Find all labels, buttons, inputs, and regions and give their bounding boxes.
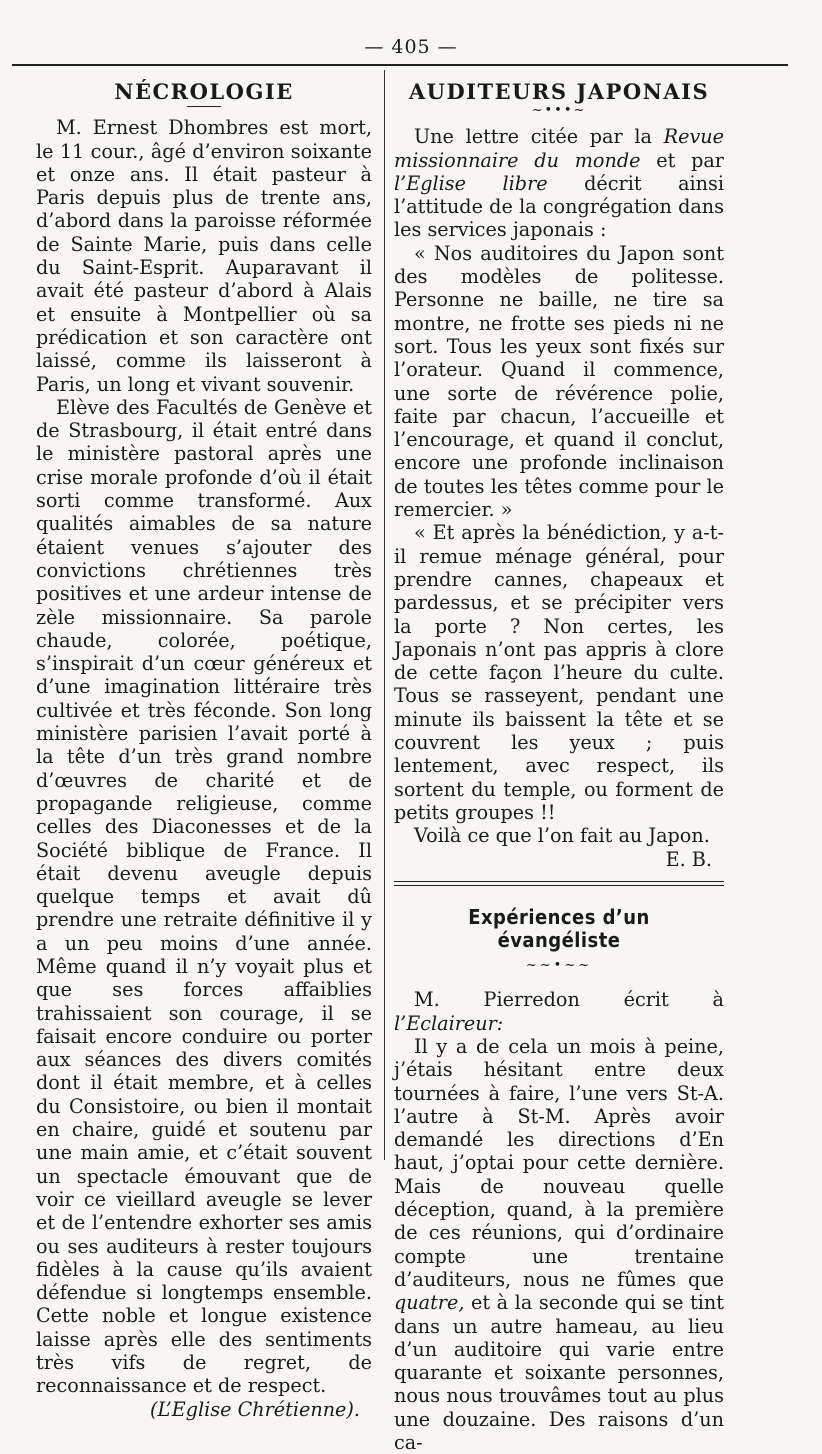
right-column (394, 80, 724, 1454)
necrologie-paragraph-1: M. Ernest Dhombres est mort, le 11 cour., âgé d’environ soixante et onze ans. Il était pasteur à Paris depuis plus de trente ans, d’abord dans la paroisse réformée de Sainte Marie, puis dans celle du Saint-Esprit. Auparavant il avait été pasteur d’abord à Alais et ensuite à Montpellier où sa prédication et son caractère ont laissé, comme ils laisseront à Paris, un long et vivant souvenir. (36, 116, 372, 396)
evangeliste-heading: Expériences d’un évangéliste (468, 904, 650, 953)
column-divider (384, 70, 385, 1160)
evangeliste-paragraph (394, 1035, 724, 1454)
heading-ornament: ~•••~ (531, 103, 587, 119)
heading-rule (187, 106, 221, 107)
evangeliste-intro (394, 988, 724, 1035)
page-number: — 405 — (364, 36, 458, 58)
japonais-signature: E. B. (665, 847, 712, 871)
intro-text: Une lettre citée par la (414, 125, 664, 149)
japonais-heading: AUDITEURS JAPONAIS (408, 79, 710, 104)
intro-text: M. Pierredon écrit à (414, 988, 724, 1012)
quatre-italic: quatre, (394, 1291, 465, 1315)
paragraph-text: Il y a de cela un mois à peine, j’étais hésitant entre deux tournées à faire, l’une vers St-A. l’autre à St-M. Après avoir demandé les directions d’En haut, j’optai pour cette dernière. Mais de nouveau quelle déception, quand, à la première de ces réunions, qui d’ordinaire compte une trentaine d’auditeurs, nous ne fûmes que (394, 1034, 724, 1291)
japonais-quote-2: « Et après la bénédiction, y a-t-il remue ménage général, pour prendre cannes, chapeaux et pardessus, et se précipiter vers la porte ? Non certes, les Japonais n’ont pas appris à clore de cette façon l’heure du culte. Tous se rasseyent, pendant une minute ils baissent la tête et se couvrent les yeux ; puis lentement, avec respect, ils sortent du temple, ou forment de petits groupes !! (394, 521, 724, 824)
eclaireur-title: l’Eclaireur: (394, 1011, 504, 1035)
necrologie-source: (L’Eglise Chrétienne). (149, 1397, 360, 1421)
paragraph-text: et à la seconde qui se tint dans un autre hameau, au lieu d’un auditoire qui varie entre quarante et soixante personnes, nous nous trouvâmes tout au plus une douzaine. Des raisons d’un ca- (394, 1291, 724, 1454)
intro-text: et par (640, 148, 724, 172)
japonais-intro (394, 125, 724, 241)
necrologie-paragraph-2: Elève des Facultés de Genève et de Strasbourg, il était entré dans le ministère pastoral après une crise morale profonde d’où il était sorti comme transformé. Aux qualités aimables de sa nature étaient venues s’ajouter des convictions chrétiennes très positives et une ardeur intense de zèle missionnaire. Sa parole chaude, colorée, poétique, s’inspirait d’un cœur généreux et d’une imagination littéraire très cultivée et très féconde. Son long ministère parisien l’avait porté à la tête d’un très grand nombre d’œuvres de charité et de propagande religieuse, comme celles des Diaconesses et de la Société biblique de France. Il était devenu aveugle depuis quelque temps et avait dû prendre une retraite définitive il y a un peu moins d’une année. Même quand il n’y voyait plus et que ses forces affaiblies trahissaient son courage, il se faisait encore conduire ou porter aux séances des divers comités dont il était membre, et à celles du Consistoire, ou bien il montait en chaire, guidé et soutenu par une main amie, et c’était souvent un spectacle émouvant que de voir ce vieillard aveugle se lever et de l’entendre exhorter ses amis ou ses auditeurs à rester toujours fidèles à la cause qu’ils avaient défendue si longtemps ensemble. Cette noble et longue existence laisse après elle des sentiments très vifs de regret, de reconnaissance et de respect. (36, 395, 372, 1398)
section-double-rule (394, 881, 724, 886)
intro-revue-title: Revue missionnaire du monde (394, 125, 724, 172)
intro-text: décrit ainsi l’attitude de la congrégation dans les services japonais : (394, 171, 724, 242)
evangeliste-ornament: ~~•~~ (525, 958, 593, 974)
necrologie-heading: NÉCROLOGIE (114, 79, 294, 104)
japonais-quote-1: « Nos auditoires du Japon sont des modèles de politesse. Personne ne baille, ne tire sa montre, ne frotte ses pieds ni ne sort. Tous les yeux sont fixés sur l’orateur. Quand il commence, une sorte de révérence polie, faite par chacun, l’accueille et l’encourage, et quand il conclut, encore une profonde inclinaison de toutes les têtes comme pour le remercier. » (394, 241, 724, 522)
japonais-closing: Voilà ce que l’on fait au Japon. (414, 824, 710, 848)
top-rule (12, 64, 788, 66)
intro-eglise-title: l’Eglise libre (394, 171, 548, 195)
left-column (36, 80, 372, 1421)
